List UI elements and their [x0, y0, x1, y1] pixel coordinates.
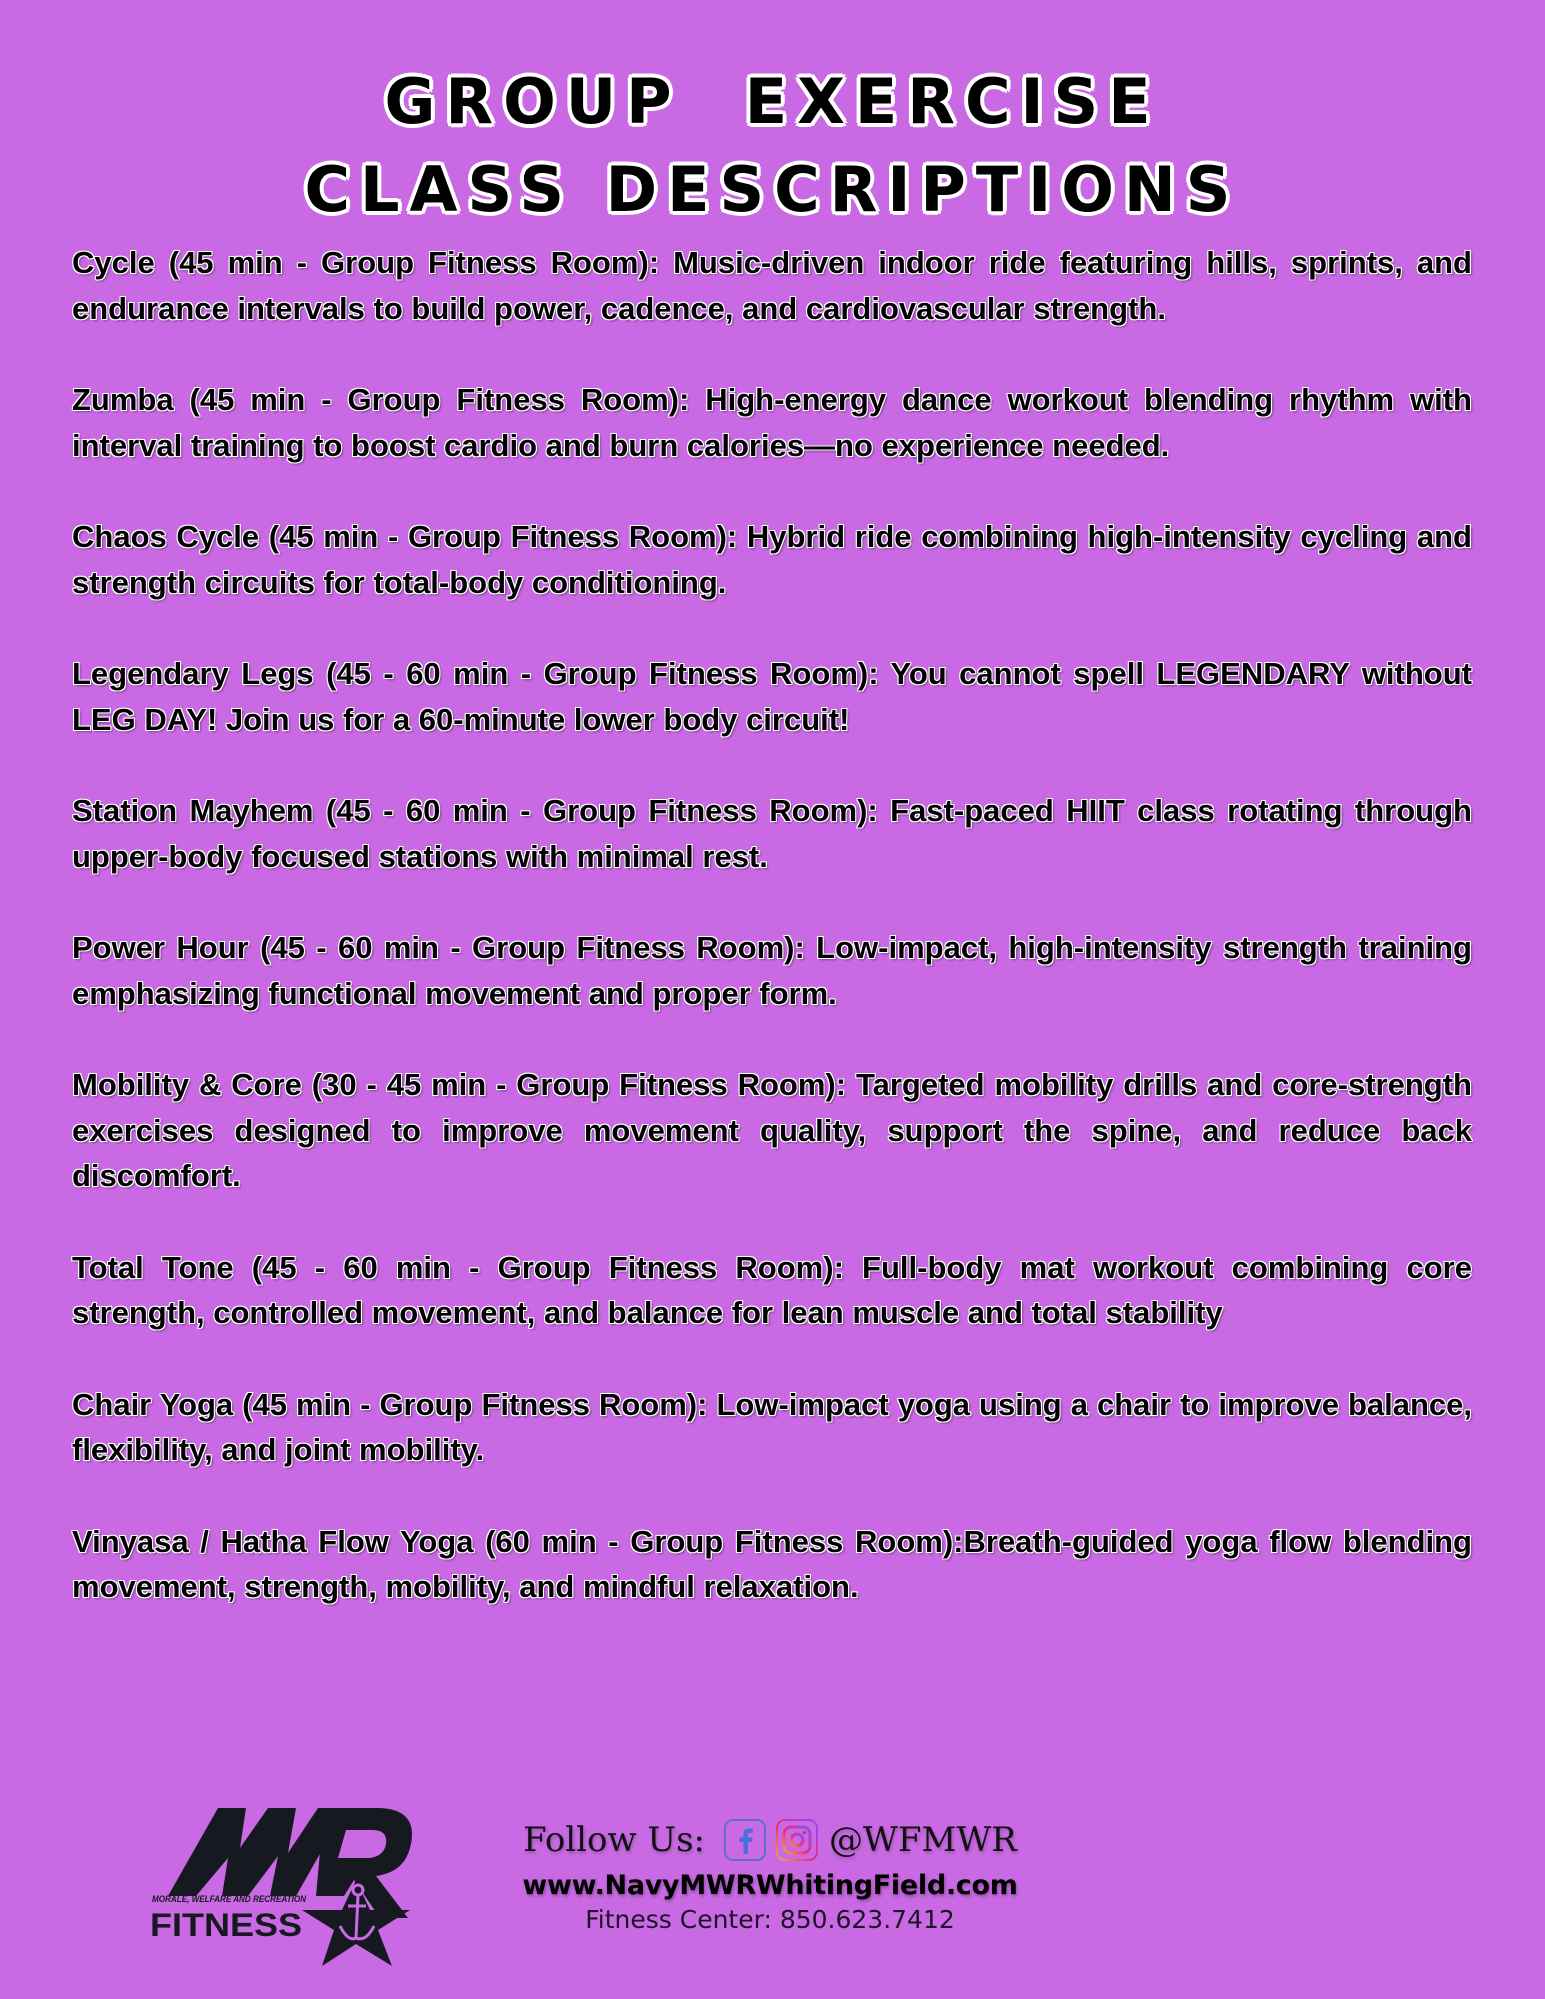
class-total-tone: Total Tone (45 - 60 min - Group Fitness Room): Full-body mat workout combining core strength, controlled movement, and balance for lean muscle and total stability: [72, 1249, 1472, 1330]
class-mobility-core: Mobility & Core (30 - 45 min - Group Fitness Room): Targeted mobility drills and core-strength exercises designed to improve movement quality, support the spine, and reduce back discomfort.: [72, 1067, 1472, 1193]
page-title: [0, 58, 1545, 234]
phone-number: Fitness Center: 850.623.7412: [585, 1905, 955, 1934]
class-chaos-cycle: Chaos Cycle (45 min - Group Fitness Room): Hybrid ride combining high-intensity cycling and strength circuits for total-body conditioning.: [72, 519, 1472, 600]
follow-row: [520, 1812, 1020, 1868]
class-legendary-legs: Legendary Legs (45 - 60 min - Group Fitness Room): You cannot spell LEGENDARY without LEG DAY! Join us for a 60-minute lower body circuit!: [72, 656, 1472, 737]
title-line-1: GROUP EXERCISE: [384, 65, 1161, 138]
class-chair-yoga: Chair Yoga (45 min - Group Fitness Room): Low-impact yoga using a chair to improve balance, flexibility, and joint mobility.: [72, 1386, 1472, 1467]
logo-subtitle: FITNESS: [150, 1907, 302, 1943]
contact-info: [520, 1812, 1020, 1934]
class-station-mayhem: Station Mayhem (45 - 60 min - Group Fitness Room): Fast-paced HIIT class rotating through upper-body focused stations with minimal rest.: [72, 793, 1472, 874]
class-power-hour: Power Hour (45 - 60 min - Group Fitness Room): Low-impact, high-intensity strength training emphasizing functional movement and proper form.: [72, 930, 1472, 1011]
mwr-fitness-logo: [148, 1798, 428, 1968]
class-zumba: Zumba (45 min - Group Fitness Room): High-energy dance workout blending rhythm with interval training to boost cardio and burn calories—no experience needed.: [72, 382, 1472, 463]
class-vinyasa-hatha-yoga: Vinyasa / Hatha Flow Yoga (60 min - Group Fitness Room):Breath-guided yoga flow blending movement, strength, mobility, and mindful relaxation.: [72, 1523, 1472, 1604]
instagram-icon[interactable]: [775, 1818, 819, 1862]
website-link[interactable]: www.NavyMWRWhitingField.com: [522, 1870, 1018, 1901]
class-cycle: Cycle (45 min - Group Fitness Room): Music-driven indoor ride featuring hills, sprints, and endurance intervals to build power, cadence, and cardiovascular strength.: [72, 245, 1472, 326]
facebook-icon[interactable]: [723, 1818, 767, 1862]
class-descriptions: [72, 240, 1472, 1656]
follow-label: Follow Us:: [523, 1820, 705, 1860]
social-handle[interactable]: @WFMWR: [828, 1820, 1017, 1860]
title-line-2: CLASS DESCRIPTIONS: [304, 153, 1241, 226]
footer: [0, 1790, 1545, 1990]
logo-tagline: MORALE, WELFARE AND RECREATION: [152, 1894, 307, 1905]
